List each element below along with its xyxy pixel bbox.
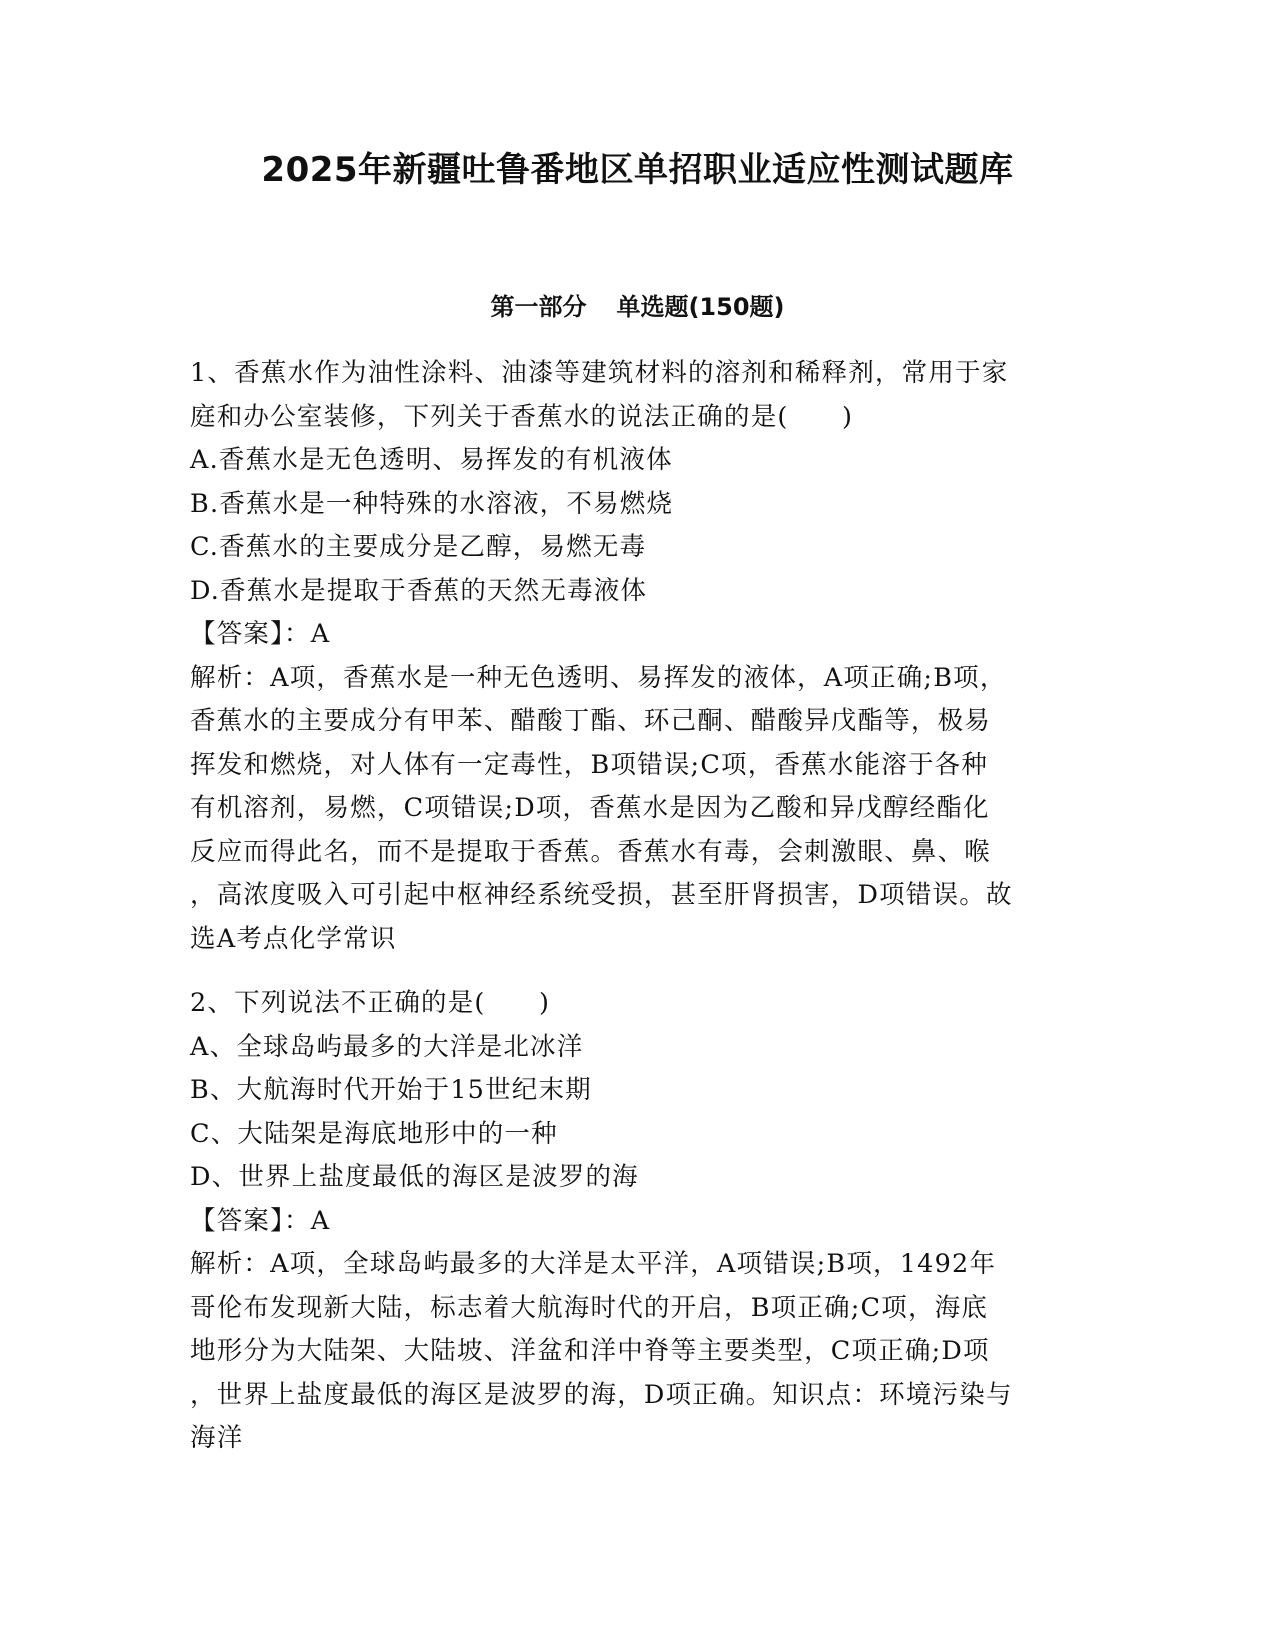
explanation-line: 有机溶剂，易燃，C项错误;D项，香蕉水是因为乙酸和异戊醇经酯化 xyxy=(190,793,990,823)
section-heading xyxy=(0,292,1275,322)
option-a: A、全球岛屿最多的大洋是北冰洋 xyxy=(190,1031,584,1062)
option-d: D、世界上盐度最低的海区是波罗的海 xyxy=(190,1162,639,1192)
document-title: 2025年新疆吐鲁番地区单招职业适应性测试题库 xyxy=(261,150,1014,190)
option-c: C、大陆架是海底地形中的一种 xyxy=(190,1118,558,1149)
explanation-line: ，高浓度吸入可引起中枢神经系统受损，甚至肝肾损害，D项错误。故 xyxy=(190,880,1013,910)
option-b: B、大航海时代开始于15世纪末期 xyxy=(190,1075,592,1105)
option-c: C.香蕉水的主要成分是乙醇，易燃无毒 xyxy=(190,532,647,562)
option-b: B.香蕉水是一种特殊的水溶液，不易燃烧 xyxy=(190,488,674,519)
option-d: D.香蕉水是提取于香蕉的天然无毒液体 xyxy=(190,575,648,606)
explanation-line: 哥伦布发现新大陆，标志着大航海时代的开启，B项正确;C项，海底 xyxy=(190,1292,989,1323)
explanation-line: 反应而得此名，而不是提取于香蕉。香蕉水有毒，会刺激眼、鼻、喉 xyxy=(190,836,992,867)
question-stem-line: 2、下列说法不正确的是( ) xyxy=(190,988,551,1018)
explanation-line: 选A考点化学常识 xyxy=(190,923,397,954)
option-a: A.香蕉水是无色透明、易挥发的有机液体 xyxy=(190,445,673,475)
explanation-line: 解析：A项，全球岛屿最多的大洋是太平洋，A项错误;B项，1492年 xyxy=(190,1249,997,1279)
section-name-label: 单选题(150题) xyxy=(616,293,785,321)
explanation-line: ，世界上盐度最低的海区是波罗的海，D项正确。知识点：环境污染与 xyxy=(190,1379,1013,1410)
question-block-2 xyxy=(190,982,1090,1461)
explanation-line: 香蕉水的主要成分有甲苯、醋酸丁酯、环己酮、醋酸异戊酯等，极易 xyxy=(190,706,992,736)
explanation-line: 海洋 xyxy=(190,1423,244,1453)
explanation-line: 解析：A项，香蕉水是一种无色透明、易挥发的液体，A项正确;B项， xyxy=(190,662,1007,693)
question-stem-line: 庭和办公室装修，下列关于香蕉水的说法正确的是( ) xyxy=(190,401,854,432)
question-block-1 xyxy=(190,352,1090,961)
section-part-label: 第一部分 xyxy=(490,293,587,321)
explanation-line: 挥发和燃烧，对人体有一定毒性，B项错误;C项，香蕉水能溶于各种 xyxy=(190,749,989,780)
answer-line: 【答案】：A xyxy=(190,1205,331,1236)
answer-line: 【答案】：A xyxy=(190,619,331,649)
question-stem-line: 1、香蕉水作为油性涂料、油漆等建筑材料的溶剂和稀释剂，常用于家 xyxy=(190,358,1009,388)
explanation-line: 地形分为大陆架、大陆坡、洋盆和洋中脊等主要类型，C项正确;D项 xyxy=(190,1336,990,1366)
